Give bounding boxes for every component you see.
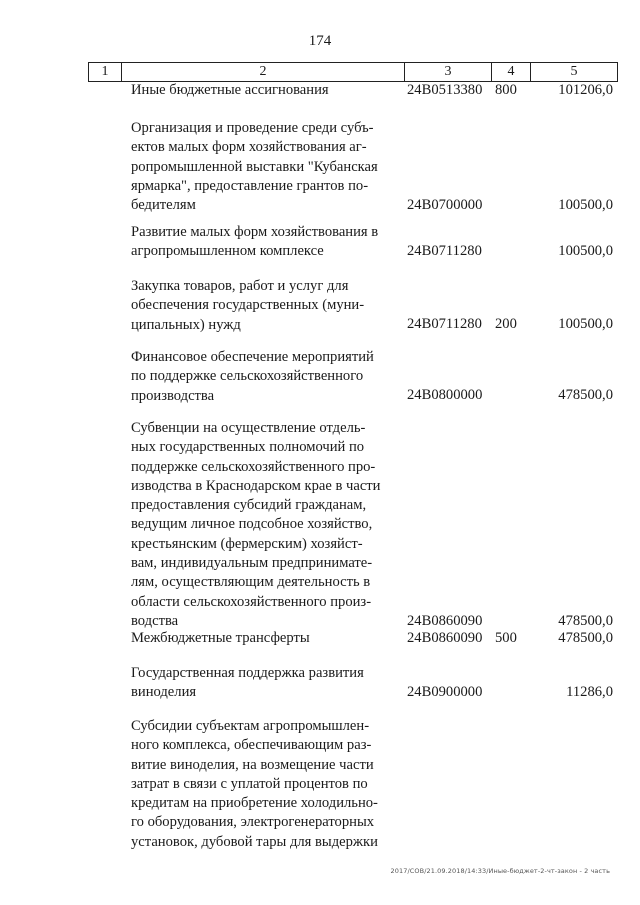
column-header-3: 3 bbox=[405, 63, 492, 82]
row-description: Межбюджетные трансферты bbox=[131, 630, 310, 646]
row-description: Государственная поддержка развития виноделия bbox=[131, 665, 364, 701]
row-code: 24В0513380 bbox=[407, 82, 483, 98]
row-code: 24В0711280 bbox=[407, 243, 482, 259]
row-amount: 478500,0 bbox=[558, 630, 613, 646]
row-description: Финансовое обеспечение мероприятий по поддержке сельскохозяйственного производства bbox=[131, 349, 374, 404]
row-description: Иные бюджетные ассигнования bbox=[131, 82, 329, 98]
row-expense-type: 500 bbox=[495, 630, 517, 646]
row-amount: 100500,0 bbox=[558, 316, 613, 332]
row-amount: 11286,0 bbox=[566, 684, 613, 700]
column-header-2: 2 bbox=[122, 63, 405, 82]
row-code: 24В0700000 bbox=[407, 197, 483, 213]
column-header-table bbox=[88, 62, 618, 82]
row-expense-type: 800 bbox=[495, 82, 517, 98]
row-code: 24В0800000 bbox=[407, 387, 483, 403]
document-footer: 2017/СОВ/21.09.2018/14:33/Иные-бюджет-2-чт-закон - 2 часть bbox=[390, 867, 610, 875]
row-code: 24В0711280 bbox=[407, 316, 482, 332]
row-code: 24В0860090 bbox=[407, 613, 483, 629]
row-amount: 100500,0 bbox=[558, 197, 613, 213]
row-expense-type: 200 bbox=[495, 316, 517, 332]
page-number: 174 bbox=[308, 33, 332, 49]
row-amount: 100500,0 bbox=[558, 243, 613, 259]
row-description: Субвенции на осуществление отдель- ных государственных полномочий по поддержке сельскохозяйственного про- изводства в Краснодарском крае в части предоставления субсидий гражданам, ведущим личное подсобное хозяйство, крестьянским (фермерским) хозяйст- вам, индивидуальным предпринимате- лям, осуществляющим деятельность в области сельскохозяйственного произ- водства bbox=[131, 420, 381, 629]
column-header-1: 1 bbox=[89, 63, 122, 82]
row-code: 24В0900000 bbox=[407, 684, 483, 700]
column-header-5: 5 bbox=[531, 63, 618, 82]
row-amount: 478500,0 bbox=[558, 387, 613, 403]
column-header-4: 4 bbox=[492, 63, 531, 82]
row-code: 24В0860090 bbox=[407, 630, 483, 646]
row-description: Развитие малых форм хозяйствования в агропромышленном комплексе bbox=[131, 224, 379, 260]
row-amount: 101206,0 bbox=[558, 82, 613, 98]
row-amount: 478500,0 bbox=[558, 613, 613, 629]
row-description: Организация и проведение среди субъ- ектов малых форм хозяйствования аг- ропромышленной выставки "Кубанская ярмарка", предоставление грантов по- бедителям bbox=[131, 120, 378, 214]
row-description: Субсидии субъектам агропромышлен- ного комплекса, обеспечивающим раз- витие виноделия, на возмещение части затрат в связи с уплатой процентов по кредитам на приобретение холодильно- го оборудования, электрогенераторных установок, дубовой тары для выдержки bbox=[131, 718, 378, 850]
row-description: Закупка товаров, работ и услуг для обеспечения государственных (муни- ципальных) нужд bbox=[131, 278, 365, 333]
